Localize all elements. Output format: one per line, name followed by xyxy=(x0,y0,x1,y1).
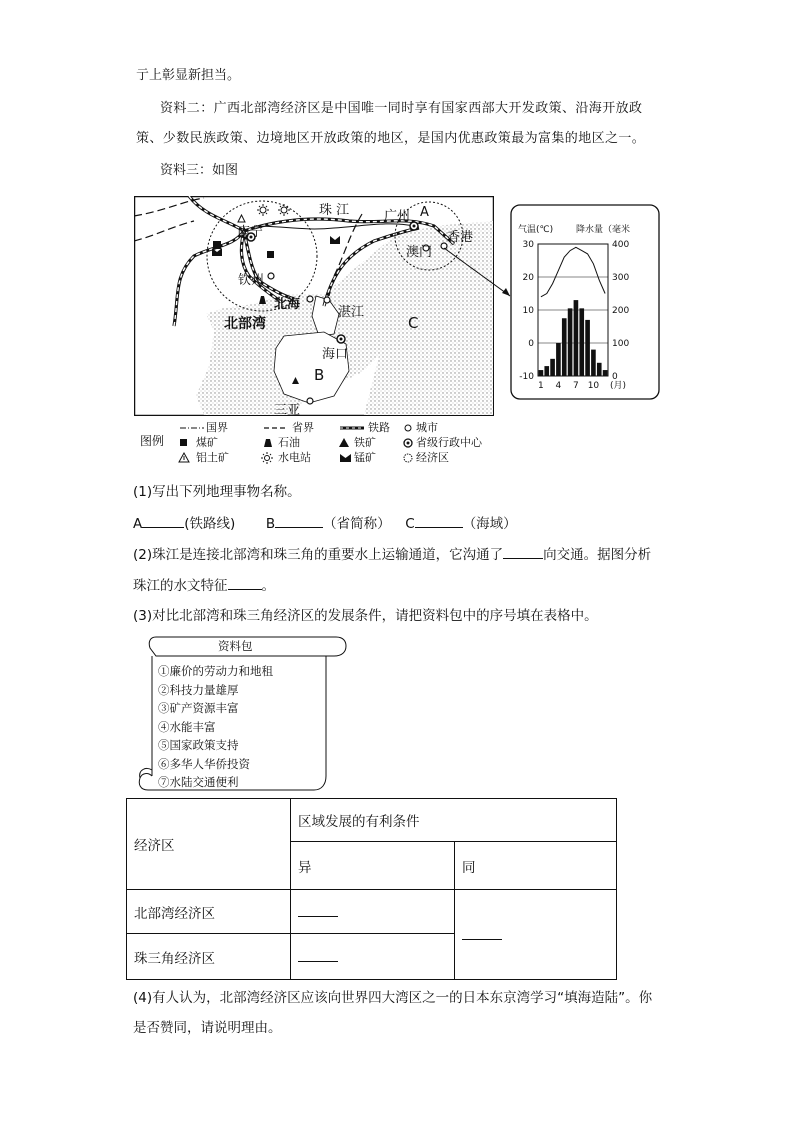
intro-tail: 亍上彰显新担当。 xyxy=(136,68,241,83)
temp-tick-label: -10 xyxy=(519,372,534,382)
legend-meikuang: 煤矿 xyxy=(196,436,218,449)
label-xianggang: 香港 xyxy=(447,230,474,245)
question-2-line-2 xyxy=(133,575,275,596)
material-2-line-2: 策、少数民族政策、边境地区开放政策的地区，是国内优惠政策最为富集的地区之一。 xyxy=(136,131,646,146)
q1-a-blank[interactable] xyxy=(142,513,184,528)
precip-bar xyxy=(539,370,544,376)
header-diff: 异 xyxy=(291,842,455,890)
city-guangzhou-dot xyxy=(413,225,416,228)
month-tick-label: 4 xyxy=(555,381,562,391)
label-marker-a: A xyxy=(420,205,429,220)
label-guangzhou: 广州 xyxy=(384,209,411,224)
material-2-line-1: 资料二：广西北部湾经济区是中国唯一同时享有国家西部大开发政策、沿海开放政 xyxy=(160,101,643,116)
scroll-title: 资料包 xyxy=(218,639,253,653)
temp-tick-label: 0 xyxy=(528,339,534,349)
label-qinzhou: 钦州 xyxy=(238,273,265,288)
label-sanya: 三亚 xyxy=(274,403,301,416)
q1-c-blank[interactable] xyxy=(415,513,463,528)
legend-guojie: 国界 xyxy=(206,421,228,434)
scroll-item-1: ①廉价的劳动力和地租 xyxy=(158,664,273,678)
legend-shengjie: 省界 xyxy=(292,421,314,434)
precip-bar xyxy=(562,318,567,376)
precip-bar xyxy=(585,320,590,376)
city-qinzhou xyxy=(268,273,274,279)
label-zhanjiang: 湛江 xyxy=(338,305,365,320)
precip-bar xyxy=(597,363,602,376)
temp-tick-label: 30 xyxy=(522,240,534,250)
label-aomen: 澳门 xyxy=(406,245,433,260)
precip-tick-label: 200 xyxy=(612,306,630,316)
label-marker-c: C xyxy=(408,314,419,332)
precip-bar xyxy=(556,343,561,376)
row-beibuwan: 北部湾经济区 xyxy=(127,890,291,934)
material-3: 资料三：如图 xyxy=(160,163,239,178)
question-3: (3)对比北部湾和珠三角经济区的发展条件，请把资料包中的序号填在表格中。 xyxy=(133,608,598,624)
temp-axis-label: 气温(℃) xyxy=(518,225,554,235)
question-4-line-1: (4)有人认为，北部湾经济区应该向世界四大湾区之一的日本东京湾学习“填海造陆”。你 xyxy=(133,990,653,1006)
legend-shengji: 省级行政中心 xyxy=(416,436,482,449)
q1-a-prefix: A xyxy=(133,516,143,532)
question-1: (1)写出下列地理事物名称。 xyxy=(133,484,301,500)
legend-mengkuang: 锰矿 xyxy=(354,451,376,464)
header-zone: 经济区 xyxy=(127,799,291,890)
blank-beibuwan-diff[interactable] xyxy=(298,902,338,917)
q1-b-suffix: （省简称） xyxy=(323,516,391,532)
city-zhanjiang xyxy=(324,297,330,303)
scroll-item-5: ⑤国家政策支持 xyxy=(158,738,239,752)
q2-text-d: 。 xyxy=(261,578,275,594)
label-beihai: 北海 xyxy=(274,297,301,312)
label-zhujiang: 珠 江 xyxy=(319,203,350,218)
precip-tick-label: 100 xyxy=(612,339,630,349)
scroll-item-4: ④水能丰富 xyxy=(158,719,216,734)
precip-bar xyxy=(574,300,579,376)
conditions-table xyxy=(126,798,617,980)
callout-arrow xyxy=(440,230,520,310)
legend-tiekuang: 铁矿 xyxy=(354,436,376,449)
cell-zhusanjiao-diff[interactable] xyxy=(291,934,455,980)
label-nanning: 南宁 xyxy=(237,225,264,240)
month-tick-label: 10 xyxy=(587,381,600,391)
map-legend xyxy=(140,420,490,468)
temp-tick-label: 20 xyxy=(522,273,534,283)
city-beihai xyxy=(307,296,313,302)
label-beibuwan: 北部湾 xyxy=(224,316,266,332)
row-zhusanjiao: 珠三角经济区 xyxy=(127,934,291,980)
question-4-line-2: 是否赞同，请说明理由。 xyxy=(133,1020,282,1036)
precip-bar xyxy=(579,308,584,376)
legend-jingjiqu: 经济区 xyxy=(416,451,449,464)
q1-b-prefix: B xyxy=(265,516,276,532)
month-tick-label: 7 xyxy=(573,381,579,391)
q1-c-suffix: （海域） xyxy=(462,516,517,532)
legend-tielu: 铁路 xyxy=(368,421,390,434)
question-2-line-1 xyxy=(133,544,651,565)
precip-tick-label: 300 xyxy=(612,273,630,283)
precip-tick-label: 400 xyxy=(612,240,630,250)
q2-blank-2[interactable] xyxy=(228,575,262,590)
scroll-item-2: ②科技力量雄厚 xyxy=(158,682,239,697)
q1-a-suffix: (铁路线) xyxy=(184,516,236,532)
coal-icon-2 xyxy=(267,251,274,258)
cell-same[interactable] xyxy=(455,890,617,980)
month-unit-label: (月) xyxy=(610,381,627,391)
precip-bar xyxy=(544,366,549,376)
precip-bar xyxy=(568,308,573,376)
scroll-item-3: ③矿产资源丰富 xyxy=(158,701,239,715)
city-sanya xyxy=(307,398,313,404)
q2-text-b: 向交通。据图分析 xyxy=(543,547,652,563)
temp-tick-label: 10 xyxy=(522,306,534,316)
q1-c-prefix: C xyxy=(405,516,415,532)
precip-axis-label: 降水量（毫米 xyxy=(576,225,631,235)
precip-tick-label: 0 xyxy=(612,372,618,382)
month-tick-label: 1 xyxy=(538,381,544,391)
legend-chengshi: 城市 xyxy=(416,421,438,434)
header-conditions: 区域发展的有利条件 xyxy=(291,799,617,842)
climate-chart xyxy=(510,204,660,400)
cell-beibuwan-diff[interactable] xyxy=(291,890,455,934)
precip-bar xyxy=(591,350,596,376)
precip-bar xyxy=(603,370,608,376)
legend-title: 图例 xyxy=(140,434,165,448)
q2-text-a: (2)珠江是连接北部湾和珠三角的重要水上运输通道，它沟通了 xyxy=(133,547,504,563)
city-haikou-dot xyxy=(340,338,343,341)
q2-blank-1[interactable] xyxy=(503,544,543,559)
legend-shuidianzhan: 水电站 xyxy=(278,451,311,464)
question-1-blanks xyxy=(133,513,517,534)
coal-icon xyxy=(213,241,221,249)
blank-zhusanjiao-diff[interactable] xyxy=(298,947,338,962)
legend-lvtukuang: 铝土矿 xyxy=(196,451,229,464)
q2-text-c: 珠江的水文特征 xyxy=(133,578,228,594)
header-same: 同 xyxy=(455,842,617,890)
scroll-item-6: ⑥多华人华侨投资 xyxy=(158,756,250,771)
label-haikou: 海口 xyxy=(322,347,349,362)
scroll-item-7: ⑦水陆交通便利 xyxy=(158,775,239,789)
legend-shiyou: 石油 xyxy=(278,436,300,449)
precip-bar xyxy=(550,359,555,376)
blank-same[interactable] xyxy=(462,925,502,940)
q1-b-blank[interactable] xyxy=(275,513,323,528)
label-marker-b: B xyxy=(314,366,325,384)
